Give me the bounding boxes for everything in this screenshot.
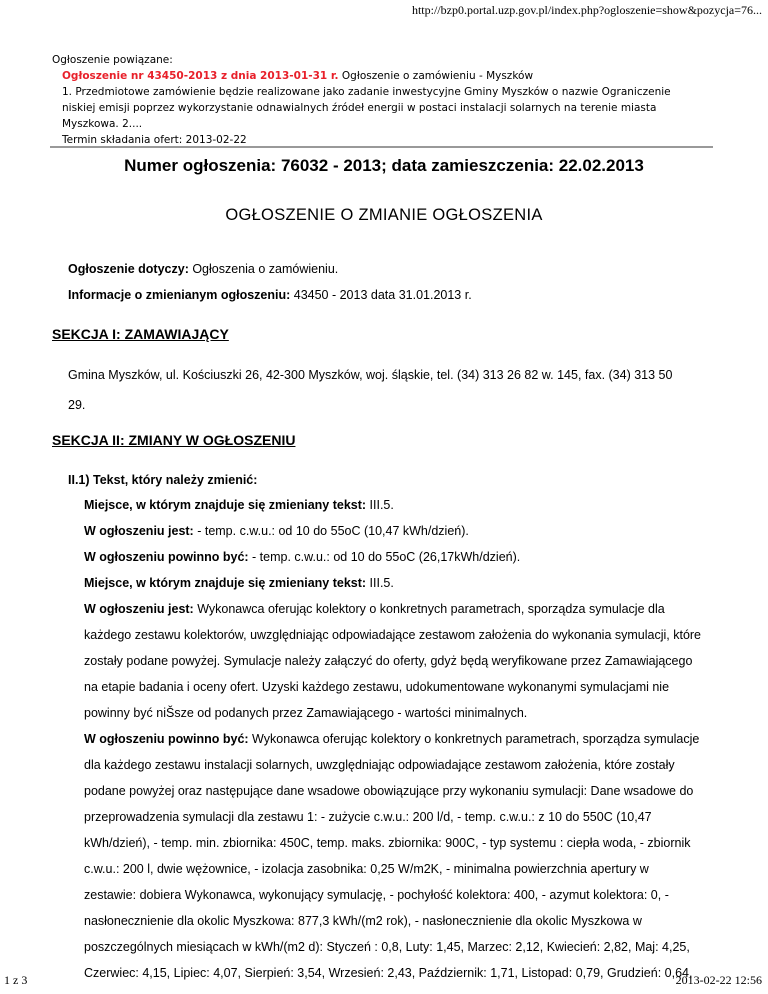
change-2-is-line: Wykonawca oferując kolektory o konkretnych parametrach, sporządza symulacje dla [193, 602, 665, 616]
change-1-should-label: W ogłoszeniu powinno być: [84, 550, 249, 564]
change-1-place-value: III.5. [366, 498, 394, 512]
change-2-place-value: III.5. [366, 576, 394, 590]
change-1-is-value: - temp. c.w.u.: od 10 do 55oC (10,47 kWh/dzień). [193, 524, 469, 538]
info-concerns-label: Ogłoszenie dotyczy: [68, 262, 189, 276]
change-2-should-line: c.w.u.: 200 l, dwie wężownice, - izolacja zasobnika: 0,25 W/m2K, - minimalna powierzchnia apertury w [84, 862, 649, 876]
change-1-is [84, 518, 740, 544]
change-2-is-label: W ogłoszeniu jest: [84, 602, 194, 616]
print-datetime: 2013-02-22 12:56 [675, 973, 762, 987]
related-notice-link[interactable]: Ogłoszenie nr 43450-2013 z dnia 2013-01-31 r. [62, 70, 339, 82]
related-summary-1: 1. Przedmiotowe zamówienie będzie realizowane jako zadanie inwestycyjne Gminy Myszków o nazwie Ograniczenie [62, 86, 671, 98]
info-concerns [68, 256, 738, 282]
section-2-subheading: II.1) Tekst, który należy zmienić: [68, 473, 258, 487]
section-1-line-2: 29. [68, 398, 86, 412]
change-2-is-line: zostały podane powyżej. Symulacje należy załączyć do oferty, gdyż będą weryfikowane przez Zamawiającego [84, 654, 693, 668]
change-2-should-label: W ogłoszeniu powinno być: [84, 732, 249, 746]
change-2-should-line: zestawie: dobiera Wykonawca, wykonujący symulację, - pochyłość kolektora: 400, - azymut kolektora: 0, - [84, 888, 669, 902]
page-title: Numer ogłoszenia: 76032 - 2013; data zamieszczenia: 22.02.2013 [124, 156, 644, 175]
change-1-should-value: - temp. c.w.u.: od 10 do 55oC (26,17kWh/dzień). [248, 550, 521, 564]
print-url: http://bzp0.portal.uzp.gov.pl/index.php?ogloszenie=show&pozycja=76... [411, 3, 762, 17]
related-deadline: Termin składania ofert: 2013-02-22 [62, 134, 247, 146]
change-2-should-line: podane powyżej oraz następujące dane wsadowe obowiązujące przy wykonaniu symulacji: Dane wsadowe do [84, 784, 694, 798]
related-summary-3: Myszkowa. 2.... [62, 118, 143, 130]
divider [50, 146, 713, 148]
change-2-is-line: na etapie badania i oceny ofert. Uzyski każdego zestawu, udokumentowane wykonanymi symulacjami nie [84, 680, 670, 694]
change-2-place [84, 570, 740, 596]
change-2-place-label: Miejsce, w którym znajduje się zmieniany tekst: [84, 576, 367, 590]
change-2-should-line: Wykonawca oferując kolektory o konkretnych parametrach, sporządza symulacje [248, 732, 700, 746]
info-block [68, 256, 738, 308]
info-changed-label: Informacje o zmienianym ogłoszeniu: [68, 288, 291, 302]
change-2-should-line: Czerwiec: 4,15, Lipiec: 4,07, Sierpień: 3,54, Wrzesień: 2,43, Październik: 1,71, Listopad: 0,79, Grudzień: 0,64, [84, 966, 693, 980]
related-notice-line [52, 68, 712, 84]
page-number: 1 z 3 [4, 973, 28, 987]
page-subtitle: OGŁOSZENIE O ZMIANIE OGŁOSZENIA [225, 206, 543, 224]
change-2-should-line: nasłonecznienie dla okolic Myszkowa: 877,3 kWh/(m2 rok), - nasłonecznienie dla okolic Myszkowa w [84, 914, 642, 928]
related-notice [52, 52, 712, 148]
related-notice-desc: Ogłoszenie o zamówieniu - Myszków [338, 70, 534, 82]
section-2-heading: SEKCJA II: ZMIANY W OGŁOSZENIU [52, 432, 296, 448]
change-2-should-line: dla każdego zestawu instalacji solarnych, uwzględniając odpowiadające zestawom założenia, które zostały [84, 758, 675, 772]
change-2-should [84, 726, 740, 752]
section-1-line-1: Gmina Myszków, ul. Kościuszki 26, 42-300 Myszków, woj. śląskie, tel. (34) 313 26 82 w. 145, fax. (34) 313 50 [68, 368, 673, 382]
info-changed [68, 282, 738, 308]
section-1-body [68, 362, 738, 418]
change-2-is [84, 596, 740, 622]
change-2-should-line: kWh/dzień), - temp. min. zbiornika: 450C, temp. maks. zbiornika: 900C, - typ systemu : ciepła woda, - zbiornik [84, 836, 691, 850]
change-2-should-line: przeprowadzenia symulacji dla zestawu 1: - zużycie c.w.u.: 200 l/d, - temp. c.w.u.: z 10 do 550C (10,47 [84, 810, 652, 824]
change-1-should [84, 544, 740, 570]
section-2-subheading-wrap [68, 467, 738, 493]
change-1-place [84, 492, 740, 518]
change-1-is-label: W ogłoszeniu jest: [84, 524, 194, 538]
change-2-should-line: poszczególnych miesiącach w kWh/(m2 d): Styczeń : 0,8, Luty: 1,45, Marzec: 2,12, Kwiecień: 2,82, Maj: 4,25, [84, 940, 690, 954]
related-label: Ogłoszenie powiązane: [52, 54, 173, 66]
change-1-place-label: Miejsce, w którym znajduje się zmieniany tekst: [84, 498, 367, 512]
info-changed-value: 43450 - 2013 data 31.01.2013 r. [290, 288, 472, 302]
changes-list [84, 492, 740, 986]
change-2-is-line: każdego zestawu kolektorów, uwzględniając odpowiadające zestawom założenia do wykonania symulacji, które [84, 628, 702, 642]
change-2-is-line: powinny być niŠsze od podanych przez Zamawiającego - wartości minimalnych. [84, 706, 528, 720]
section-1-heading: SEKCJA I: ZAMAWIAJĄCY [52, 326, 229, 342]
info-concerns-value: Ogłoszenia o zamówieniu. [188, 262, 339, 276]
related-summary-2: niskiej emisji poprzez wykorzystanie odnawialnych źródeł energii w postaci instalacji solarnych na terenie miasta [62, 102, 657, 114]
